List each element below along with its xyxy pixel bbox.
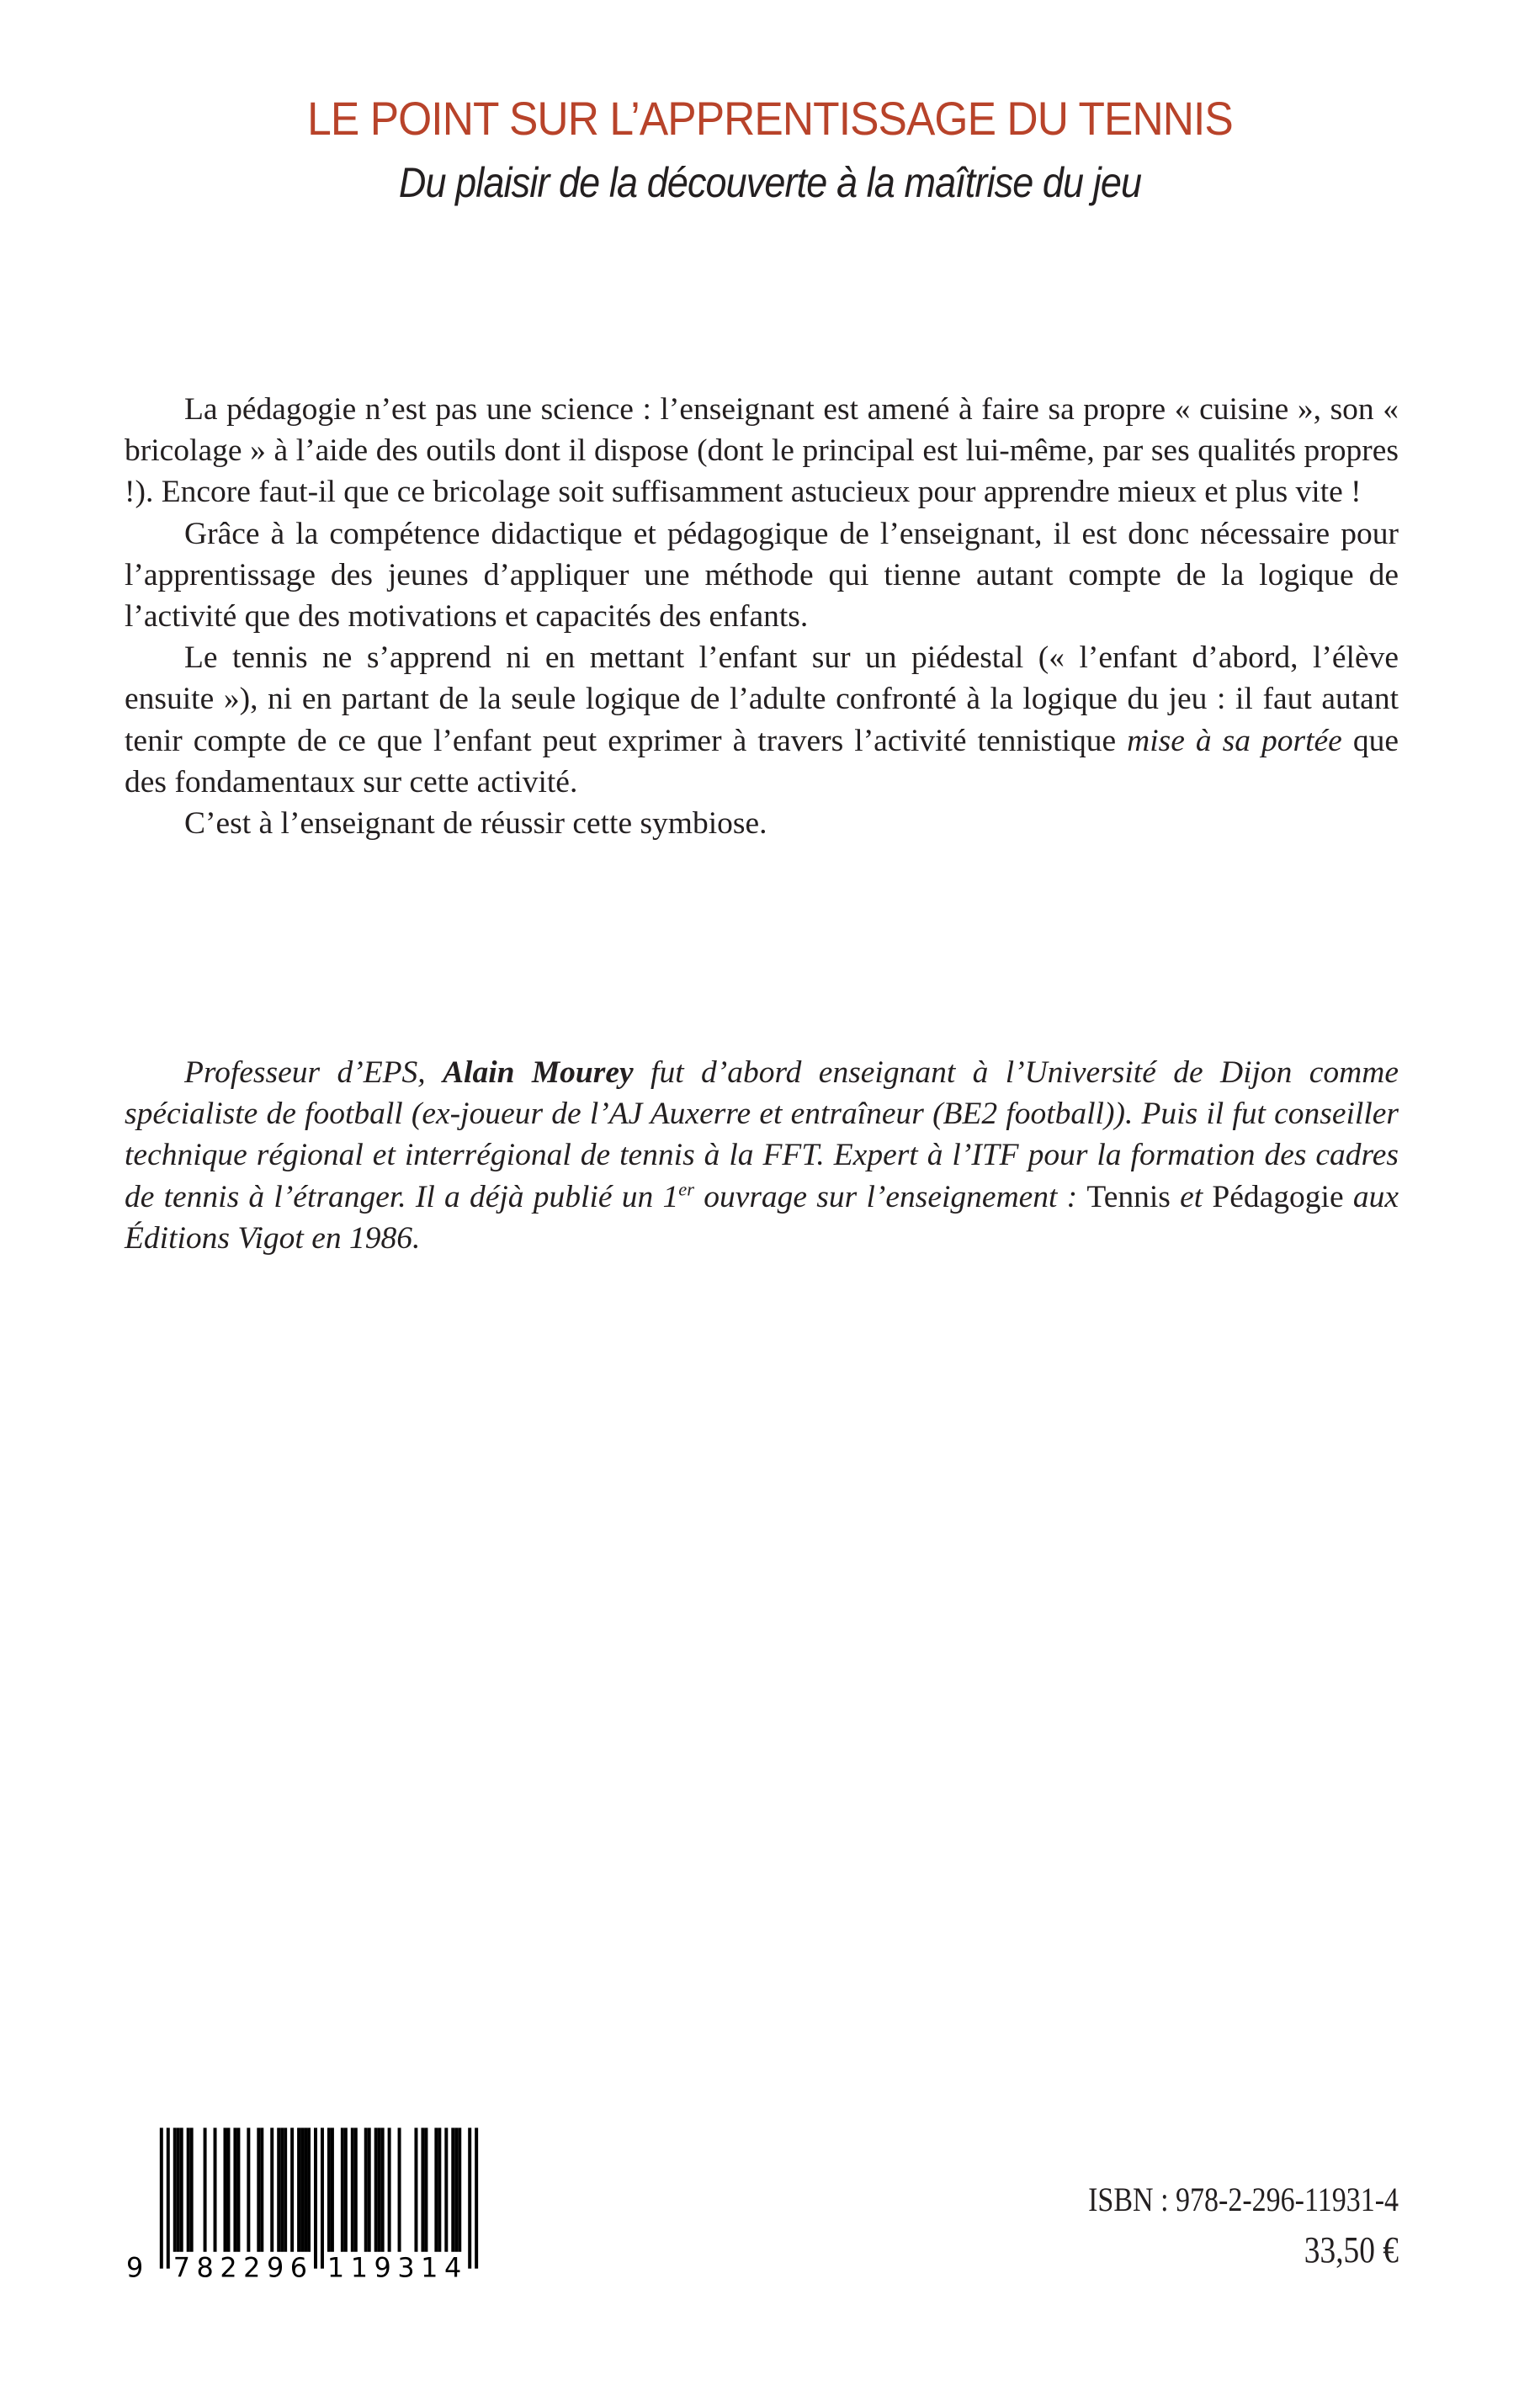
barcode-bar (381, 2127, 385, 2251)
paragraph: La pédagogie n’est pas une science : l’enseignant est amené à faire sa propre « cuisine », son « bricolage » à l’aide des outils dont il dispose (dont le principal est lui-même, par ses qualités propres !). Encore faut-il que ce bricolage soit suffisamment astucieux pour apprendre mieux et plus vite ! (125, 392, 1399, 510)
text: ouvrage sur l’enseignement : (693, 1179, 1087, 1214)
author-name: Alain Mourey (443, 1055, 634, 1090)
barcode-bar (173, 2127, 177, 2251)
barcode-bar (331, 2127, 334, 2251)
barcode-bar (167, 2127, 170, 2268)
text: Le tennis ne s’apprend ni en mettant l’enfant sur un piédestal (« l’enfant d’abord, l’élève ensuite »), ni en partant de la seule logique de l’adulte confronté à la logique du jeu : il faut autant tenir compte de ce que l’enfant peut exprimer à travers l’activité tennistique (125, 640, 1399, 758)
barcode-bar (434, 2127, 438, 2251)
barcode-bar (374, 2127, 378, 2251)
barcode-bar (284, 2127, 287, 2251)
barcode-bar (378, 2127, 381, 2251)
barcode-bar (257, 2127, 260, 2251)
barcode-bar (214, 2127, 217, 2251)
barcode-bar (444, 2127, 448, 2251)
barcode-bar (180, 2127, 183, 2251)
text: fut d’abord enseignant à l’Université de Dijon comme spécialiste de football (ex-joueur de l’AJ Auxerre et entraîneur (BE2 football)). Puis il fut conseiller technique régional et interrégional de tennis à la FFT. Expert à l’ITF pour la formation des cadres de tennis à l’étranger. Il a déjà publié un 1 (125, 1055, 1399, 1214)
barcode-bar (314, 2127, 317, 2268)
barcode-bar (177, 2127, 180, 2251)
barcode-bar (468, 2127, 471, 2268)
isbn: ISBN : 978-2-296-11931-4 (1088, 2180, 1399, 2218)
barcode-bar (160, 2127, 163, 2268)
barcode-bar (277, 2127, 280, 2251)
book-title: LE POINT SUR L’APPRENTISSAGE DU TENNIS (307, 92, 1233, 145)
barcode-bar (351, 2127, 354, 2251)
barcode-right-digits: 119314 (327, 2251, 462, 2279)
book-title-ref: Tennis (1086, 1179, 1171, 1214)
text: et (1170, 1179, 1213, 1214)
barcode-bar (458, 2127, 461, 2251)
barcode-left-digits: 782296 (173, 2251, 308, 2279)
paragraph (125, 1052, 1399, 1259)
barcode-bar (421, 2127, 424, 2251)
barcode-bar (304, 2127, 307, 2251)
barcode-bar (475, 2127, 478, 2268)
barcode-bar (388, 2127, 391, 2251)
paragraph (125, 637, 1399, 803)
barcode-bar (223, 2127, 226, 2251)
barcode-bar (190, 2127, 194, 2251)
barcode-first-digit: 9 (126, 2251, 144, 2279)
paragraph: Grâce à la compétence didactique et pédagogique de l’enseignant, il est donc nécessaire pour l’apprentissage des jeunes d’appliquer une méthode qui tienne autant compte de la logique de l’activité que des motivations et capacités des enfants. (125, 516, 1399, 635)
paragraph: C’est à l’enseignant de réussir cette symbiose. (184, 806, 767, 842)
barcode-bar (354, 2127, 358, 2251)
barcode-bar (451, 2127, 454, 2251)
superscript: er (678, 1178, 694, 1200)
barcode-bar (270, 2127, 273, 2251)
barcode-bar (321, 2127, 324, 2268)
barcode-bar (247, 2127, 250, 2251)
barcode (126, 2127, 505, 2279)
text: aux Éditions Vigot en 1986. (125, 1179, 1399, 1256)
barcode-bar (398, 2127, 401, 2251)
barcode-bar (307, 2127, 311, 2251)
barcode-bar (260, 2127, 263, 2251)
text: Professeur d’EPS, (184, 1055, 443, 1090)
barcode-bar (454, 2127, 458, 2251)
barcode-bar (368, 2127, 371, 2251)
barcode-bar (438, 2127, 441, 2251)
barcode-bar (297, 2127, 300, 2251)
barcode-bar (300, 2127, 304, 2251)
barcode-bar (290, 2127, 294, 2251)
author-bio (125, 1052, 1399, 1259)
barcode-bar (364, 2127, 368, 2251)
barcode-bar (236, 2127, 240, 2251)
barcode-bar (414, 2127, 417, 2251)
barcode-bar (204, 2127, 207, 2251)
barcode-bar (280, 2127, 284, 2251)
barcode-bar (424, 2127, 427, 2251)
blurb (125, 389, 1399, 844)
barcode-bar (233, 2127, 236, 2251)
barcode-bar (341, 2127, 344, 2251)
emphasis: mise à sa portée (1127, 723, 1342, 758)
barcode-bar (327, 2127, 331, 2251)
book-title-ref: Pédagogie (1212, 1179, 1344, 1214)
text: que des fondamentaux sur cette activité. (125, 723, 1399, 799)
barcode-bar (187, 2127, 190, 2251)
price: 33,50 € (1304, 2229, 1399, 2271)
barcode-bar (226, 2127, 230, 2251)
barcode-bar (344, 2127, 348, 2251)
book-subtitle: Du plaisir de la découverte à la maîtrise du jeu (398, 159, 1142, 206)
